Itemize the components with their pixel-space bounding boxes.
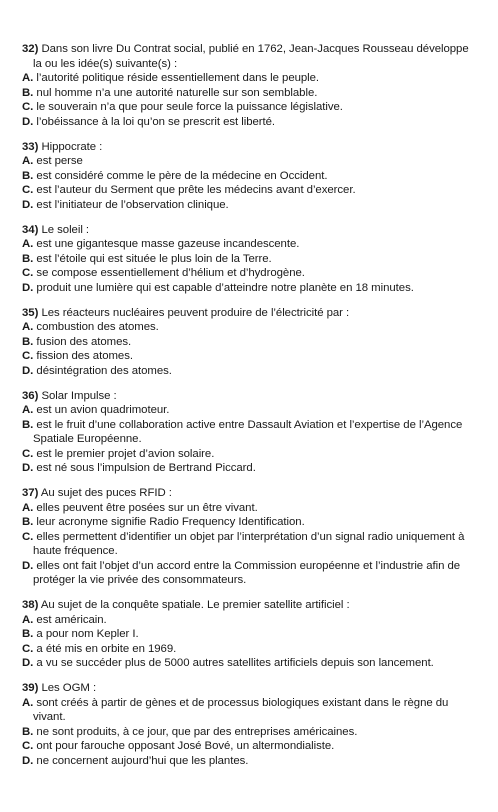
option-text: ne concernent aujourd’hui que les plantes. <box>36 754 249 767</box>
question-number: 33) <box>22 140 39 153</box>
option-text: est un avion quadrimoteur. <box>36 404 170 416</box>
option-text: désintégration des atomes. <box>36 364 172 377</box>
question-number: 35) <box>22 306 39 319</box>
option-text: a vu se succéder plus de 5000 autres satellites artificiels depuis son lancement. <box>36 657 434 669</box>
option-text: est américain. <box>36 613 107 626</box>
option-text: elles permettent d’identifier un objet par l’interprétation d’un signal radio uniquement à haute fréquence. <box>33 530 465 557</box>
question-block <box>22 42 476 129</box>
option-letter: D. <box>22 198 34 211</box>
question-text: Les réacteurs nucléaires peuvent produire de l’électricité par : <box>41 306 350 319</box>
answer-option <box>22 559 476 588</box>
answer-option <box>22 86 476 101</box>
answer-option <box>22 656 476 671</box>
answer-option <box>22 627 476 642</box>
question-number: 37) <box>22 487 39 499</box>
option-letter: C. <box>22 642 34 655</box>
option-letter: D. <box>22 462 34 474</box>
question-stem <box>22 486 476 501</box>
question-stem <box>22 598 476 613</box>
option-text: produit une lumière qui est capable d’atteindre notre planète en 18 minutes. <box>36 281 414 294</box>
option-letter: B. <box>22 252 34 265</box>
option-text: a été mis en orbite en 1969. <box>36 642 177 655</box>
question-text: Dans son livre Du Contrat social, publié en 1762, Jean-Jacques Rousseau développe la ou les idée(s) suivante(s) : <box>33 43 469 70</box>
question-number: 38) <box>22 599 39 611</box>
option-text: ne sont produits, à ce jour, que par des entreprises américaines. <box>36 725 358 738</box>
option-letter: D. <box>22 115 34 128</box>
answer-option <box>22 725 476 740</box>
question-stem <box>22 223 476 238</box>
answer-option <box>22 613 476 628</box>
option-letter: B. <box>22 169 34 182</box>
question-block <box>22 389 476 476</box>
answer-option <box>22 252 476 267</box>
answer-option <box>22 696 476 725</box>
option-text: est considéré comme le père de la médecine en Occident. <box>36 169 328 182</box>
option-text: est perse <box>36 155 83 167</box>
option-letter: D. <box>22 559 34 572</box>
option-letter: A. <box>22 238 34 250</box>
question-stem <box>22 389 476 404</box>
answer-option <box>22 169 476 184</box>
answer-option <box>22 349 476 364</box>
option-letter: A. <box>22 72 34 84</box>
answer-option <box>22 71 476 86</box>
option-letter: C. <box>22 350 34 362</box>
answer-option <box>22 642 476 657</box>
option-text: se compose essentiellement d’hélium et d’hydrogène. <box>36 267 305 279</box>
option-letter: D. <box>22 281 34 294</box>
option-text: le souverain n’a que pour seule force la puissance législative. <box>36 101 343 113</box>
option-letter: B. <box>22 516 34 528</box>
answer-option <box>22 115 476 130</box>
option-letter: C. <box>22 530 34 543</box>
question-text: Au sujet des puces RFID : <box>40 487 172 499</box>
option-letter: B. <box>22 335 34 348</box>
question-text: Solar Impulse : <box>41 389 117 402</box>
option-letter: A. <box>22 321 34 333</box>
question-number: 36) <box>22 389 39 402</box>
answer-option <box>22 501 476 516</box>
answer-option <box>22 320 476 335</box>
option-text: est une gigantesque masse gazeuse incandescente. <box>36 238 300 250</box>
question-block <box>22 140 476 213</box>
option-letter: B. <box>22 86 34 99</box>
option-text: a pour nom Kepler I. <box>36 628 139 640</box>
option-letter: A. <box>22 696 34 709</box>
option-text: est l’auteur du Serment que prête les médecins avant d’exercer. <box>36 184 356 196</box>
option-text: est l’initiateur de l’observation clinique. <box>36 198 229 211</box>
option-text: sont créés à partir de gènes et de processus biologiques existant dans le règne du vivant. <box>33 696 449 723</box>
option-text: elles ont fait l’objet d’un accord entre la Commission européenne et l’industrie afin de protéger la vie privée des consommateurs. <box>33 559 461 586</box>
option-text: est le premier projet d’avion solaire. <box>36 447 215 460</box>
option-text: est le fruit d’une collaboration active entre Dassault Aviation et l’expertise de l’Agence Spatiale Européenne. <box>33 418 463 445</box>
answer-option <box>22 461 476 476</box>
option-letter: D. <box>22 657 34 669</box>
option-text: fusion des atomes. <box>36 335 132 348</box>
question-stem <box>22 306 476 321</box>
answer-option <box>22 198 476 213</box>
answer-option <box>22 515 476 530</box>
option-letter: A. <box>22 613 34 626</box>
answer-option <box>22 237 476 252</box>
question-number: 34) <box>22 223 39 236</box>
option-text: l’autorité politique réside essentiellement dans le peuple. <box>36 72 320 84</box>
question-block <box>22 681 476 768</box>
answer-option <box>22 266 476 281</box>
question-stem <box>22 681 476 696</box>
question-text: Au sujet de la conquête spatiale. Le premier satellite artificiel : <box>40 599 350 611</box>
question-block <box>22 598 476 671</box>
option-letter: B. <box>22 628 34 640</box>
option-letter: D. <box>22 754 34 767</box>
answer-option <box>22 335 476 350</box>
answer-option <box>22 281 476 296</box>
question-text: Le soleil : <box>41 223 90 236</box>
answer-option <box>22 739 476 754</box>
option-text: est né sous l’impulsion de Bertrand Piccard. <box>36 462 256 474</box>
answer-option <box>22 364 476 379</box>
answer-option <box>22 754 476 769</box>
answer-option <box>22 418 476 447</box>
question-block <box>22 486 476 588</box>
question-stem <box>22 140 476 155</box>
option-text: elles peuvent être posées sur un être vivant. <box>36 501 258 514</box>
answer-option <box>22 447 476 462</box>
option-text: l’obéissance à la loi qu’on se prescrit est liberté. <box>36 115 276 128</box>
question-text: Les OGM : <box>41 682 97 694</box>
option-letter: C. <box>22 101 34 113</box>
option-text: est l’étoile qui est située le plus loin de la Terre. <box>36 252 272 265</box>
question-stem <box>22 42 476 71</box>
option-letter: C. <box>22 267 34 279</box>
option-letter: B. <box>22 418 34 431</box>
option-text: fission des atomes. <box>36 350 133 362</box>
option-text: ont pour farouche opposant José Bové, un altermondialiste. <box>36 740 335 752</box>
answer-option <box>22 154 476 169</box>
question-number: 39) <box>22 682 39 694</box>
option-letter: D. <box>22 364 34 377</box>
question-block <box>22 306 476 379</box>
answer-option <box>22 100 476 115</box>
question-text: Hippocrate : <box>41 140 103 153</box>
option-letter: B. <box>22 725 34 738</box>
option-text: nul homme n’a une autorité naturelle sur son semblable. <box>36 86 318 99</box>
option-text: combustion des atomes. <box>36 321 159 333</box>
option-text: leur acronyme signifie Radio Frequency Identification. <box>36 516 305 528</box>
option-letter: A. <box>22 501 34 514</box>
option-letter: C. <box>22 184 34 196</box>
question-list <box>22 42 476 768</box>
question-number: 32) <box>22 43 39 55</box>
option-letter: A. <box>22 155 34 167</box>
option-letter: A. <box>22 404 34 416</box>
option-letter: C. <box>22 740 34 752</box>
answer-option <box>22 183 476 198</box>
answer-option <box>22 403 476 418</box>
question-block <box>22 223 476 296</box>
option-letter: C. <box>22 447 34 460</box>
answer-option <box>22 530 476 559</box>
